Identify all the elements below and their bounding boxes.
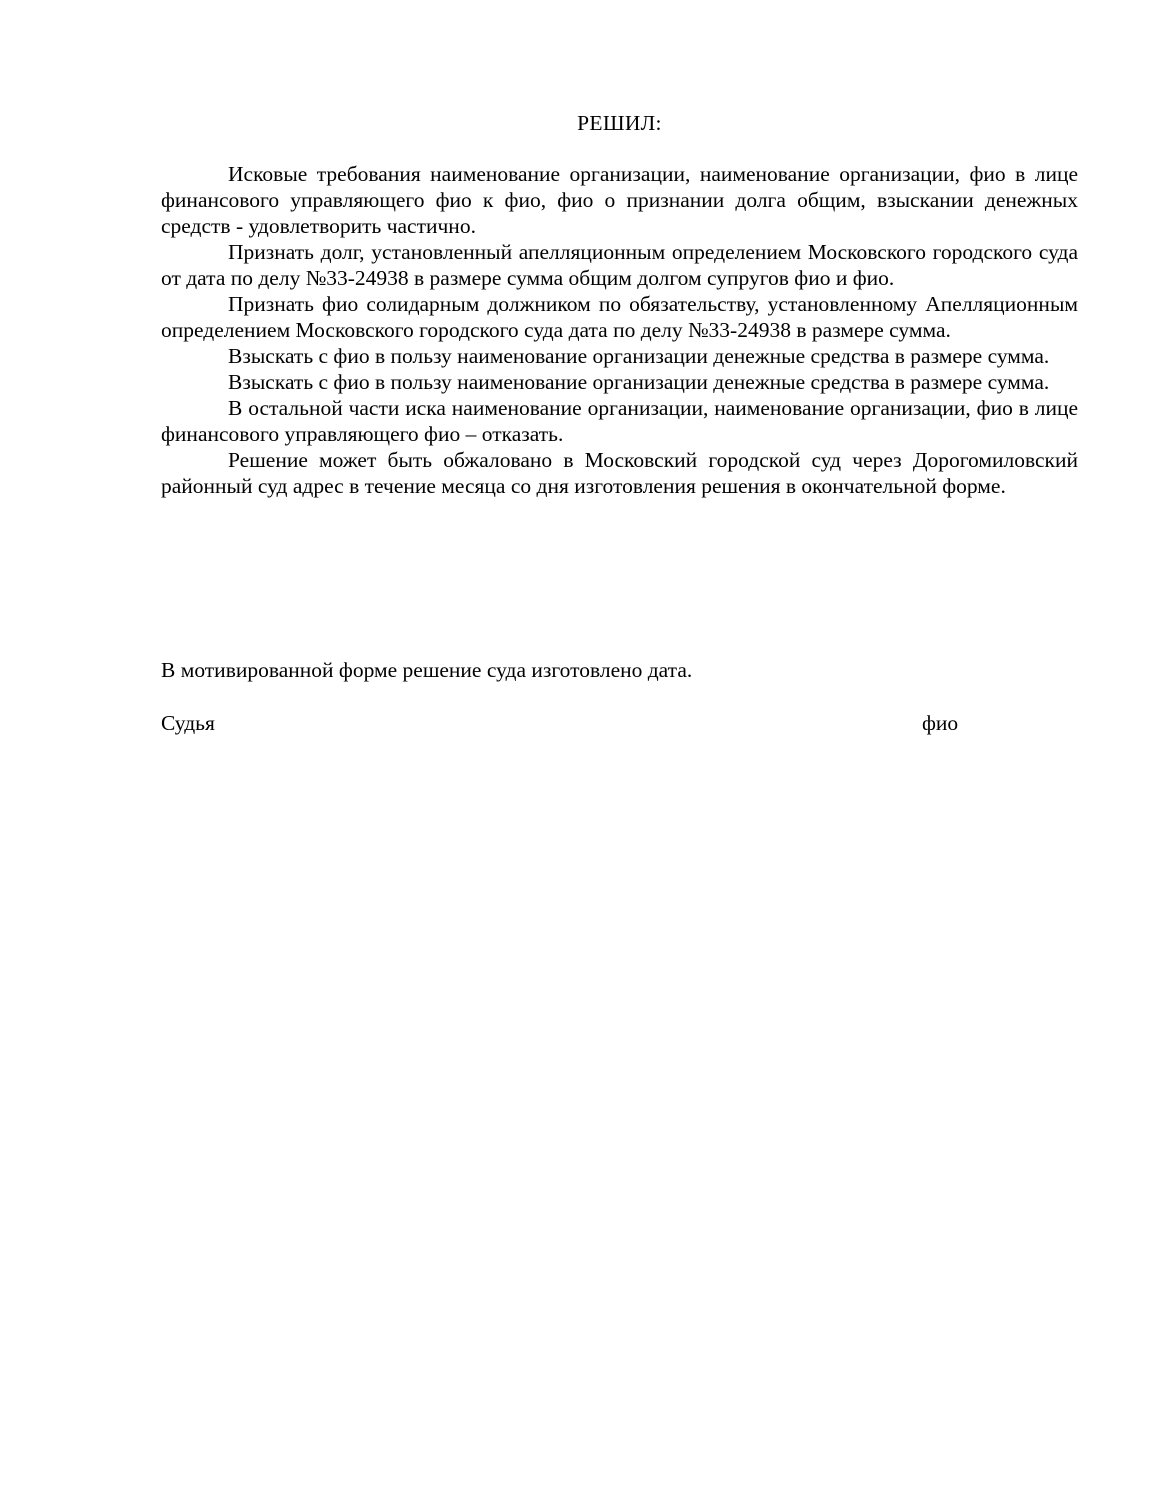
paragraph-appeal: Решение может быть обжаловано в Московский городской суд через Дорогомиловский районный суд адрес в течение месяца со дня изготовления решения в окончательной форме. [161,448,1078,498]
signature-row [161,710,1078,736]
decision-body [161,161,1078,499]
judge-label: Судья [161,711,215,735]
judge-name: фио [922,711,959,735]
paragraph-claims: Исковые требования наименование организации, наименование организации, фио в лице финансового управляющего фио к фио, фио о признании долга общим, взыскании денежных средств - удовлетворить частично. [161,162,1078,238]
paragraph-joint-debtor: Признать фио солидарным должником по обязательству, установленному Апелляционным определением Московского городского суда дата по делу №33-24938 в размере сумма. [161,292,1078,342]
paragraph-recovery-1: Взыскать с фио в пользу наименование организации денежные средства в размере сумма. [228,344,1050,368]
decision-heading: РЕШИЛ: [577,111,662,135]
paragraph-refusal: В остальной части иска наименование организации, наименование организации, фио в лице финансового управляющего фио – отказать. [161,396,1078,446]
paragraph-recovery-2: Взыскать с фио в пользу наименование организации денежные средства в размере сумма. [228,370,1050,394]
paragraph-common-debt: Признать долг, установленный апелляционным определением Московского городского суда от дата по делу №33-24938 в размере сумма общим долгом супругов фио и фио. [161,240,1078,290]
motivated-form-note: В мотивированной форме решение суда изготовлено дата. [161,658,693,682]
